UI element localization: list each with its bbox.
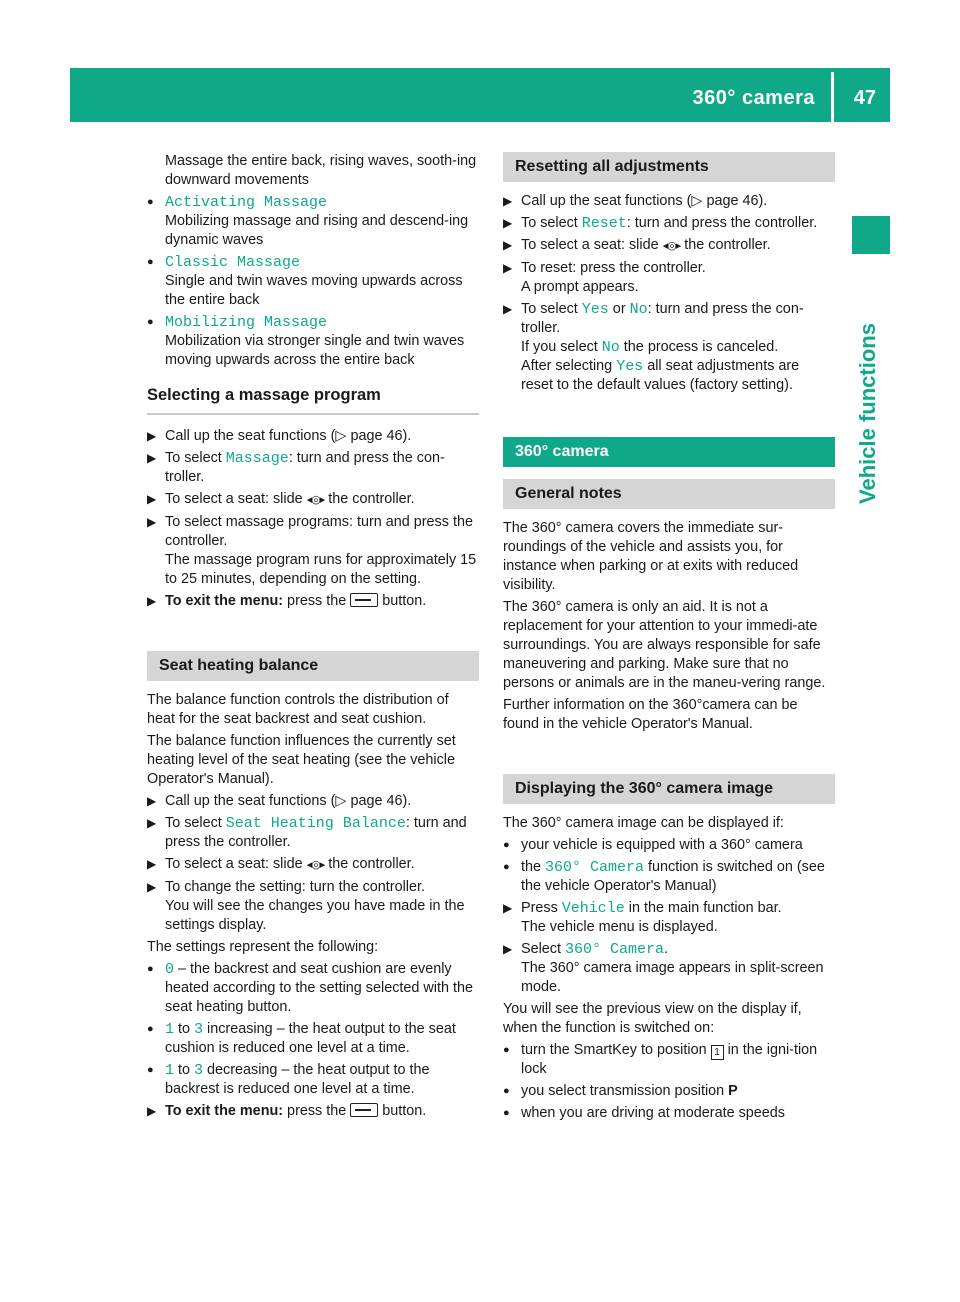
option-description: Mobilization via stronger single and twin waves moving upwards across the entire back — [165, 333, 465, 368]
option-description: Mobilizing massage and rising and descend-ing dynamic waves — [165, 213, 469, 248]
step-arrow-icon: ▶ — [147, 429, 157, 443]
menu-option-code: 3 — [194, 1062, 204, 1079]
bullet-icon: ● — [503, 1107, 510, 1119]
menu-option-code: Yes — [581, 301, 609, 318]
menu-option-code: Classic Massage — [165, 254, 301, 271]
paragraph: You will see the previous view on the display if, when the function is switched on: — [503, 1001, 802, 1036]
step-text: the controller. — [680, 237, 771, 253]
step-text: To select — [521, 301, 582, 317]
step-text: Call up the seat functions ( — [165, 428, 336, 444]
step-arrow-icon: ▶ — [503, 261, 513, 275]
step-item — [503, 236, 835, 256]
step-note: A prompt appears. — [521, 279, 639, 295]
step-text: To select — [165, 815, 226, 831]
step-arrow-icon: ▶ — [147, 794, 157, 808]
step-item — [147, 449, 479, 487]
menu-option-code: No — [601, 339, 620, 356]
step-text: button. — [378, 1103, 427, 1119]
section-heading: Selecting a massage program — [147, 386, 479, 415]
step-arrow-icon: ▶ — [147, 816, 157, 830]
list-text: the — [521, 859, 546, 875]
page-ref-icon: ▷ — [691, 193, 703, 209]
list-item — [147, 960, 479, 1017]
back-button-icon — [350, 1103, 378, 1117]
step-arrow-icon: ▶ — [147, 515, 157, 529]
bullet-icon: ● — [147, 963, 154, 975]
list-item — [503, 858, 835, 896]
menu-option-code: Seat Heating Balance — [225, 815, 406, 832]
step-item — [503, 214, 835, 233]
step-note: After selecting — [521, 358, 617, 374]
menu-option-code: Reset — [581, 215, 627, 232]
page-header-bar — [70, 68, 890, 122]
step-text: To select a seat: slide — [165, 491, 307, 507]
step-note: You will see the changes you have made in the settings display. — [165, 898, 465, 933]
bullet-icon: ● — [147, 256, 154, 268]
step-note: the process is canceled. — [619, 339, 779, 355]
page-ref-icon: ▷ — [335, 793, 347, 809]
step-item — [503, 259, 835, 297]
step-text: : turn and press the controller. — [165, 815, 467, 850]
list-text: function is switched on (see the vehicle Operator's Manual) — [521, 859, 825, 894]
step-arrow-icon: ▶ — [147, 857, 157, 871]
section-heading-bar: Displaying the 360° camera image — [503, 774, 835, 804]
step-item — [147, 490, 479, 510]
bullet-icon: ● — [147, 316, 154, 328]
step-text: To select a seat: slide — [521, 237, 663, 253]
controller-dial-icon: ◂◎▸ — [306, 859, 325, 871]
step-text: To select massage programs: turn and press the controller. — [165, 514, 473, 549]
bullet-icon: ● — [503, 839, 510, 851]
header-title: 360° camera — [692, 87, 815, 109]
step-text: Call up the seat functions ( — [165, 793, 336, 809]
step-text: To select — [521, 215, 582, 231]
page-ref: page 46). — [350, 793, 412, 809]
side-label-text: Vehicle functions — [855, 323, 880, 504]
page-ref-icon: ▷ — [335, 428, 347, 444]
step-text: press the — [283, 1103, 351, 1119]
step-item — [503, 192, 835, 211]
list-text: – the backrest and seat cushion are evenly heated according to the setting selected with the seat heating button. — [165, 961, 474, 1015]
menu-option-code: 1 — [165, 1021, 175, 1038]
menu-option-code: 1 — [165, 1062, 175, 1079]
paragraph: The 360° camera covers the immediate sur-roundings of the vehicle and assists you, for instance when parking or at exits with reduced visibility. — [503, 520, 799, 593]
step-text: the controller. — [324, 856, 415, 872]
step-text: press the — [283, 593, 351, 609]
section-side-label — [855, 323, 885, 505]
bullet-icon: ● — [503, 861, 510, 873]
step-note: The 360° camera image appears in split-screen mode. — [521, 960, 824, 995]
step-text: To change the setting: turn the controller. — [165, 879, 425, 895]
list-text: you select transmission position — [521, 1083, 729, 1099]
step-arrow-icon: ▶ — [147, 1104, 157, 1118]
list-item — [503, 1041, 835, 1079]
step-text: : turn and press the controller. — [626, 215, 818, 231]
step-text: the controller. — [324, 491, 415, 507]
menu-option-code: No — [629, 301, 648, 318]
menu-option-code: Massage — [225, 450, 289, 467]
back-button-icon — [350, 593, 378, 607]
controller-dial-icon: ◂◎▸ — [306, 494, 325, 506]
step-text: Select — [521, 941, 565, 957]
menu-option-code: Mobilizing Massage — [165, 314, 328, 331]
paragraph: Further information on the 360°camera can be found in the vehicle Operator's Manual. — [503, 697, 798, 732]
list-text: decreasing – the heat output to the backrest is reduced one level at a time. — [165, 1062, 430, 1097]
list-item — [147, 1020, 479, 1058]
right-column — [503, 152, 835, 1126]
list-item — [503, 836, 835, 855]
bullet-icon: ● — [147, 1064, 154, 1076]
step-item — [503, 899, 835, 937]
step-text: : turn and press the con-troller. — [165, 450, 445, 485]
step-item — [503, 940, 835, 997]
menu-option-code: 3 — [194, 1021, 204, 1038]
step-text: in the main function bar. — [624, 900, 782, 916]
menu-option-code: Vehicle — [561, 900, 625, 917]
controller-dial-icon: ◂◎▸ — [662, 240, 681, 252]
step-arrow-icon: ▶ — [503, 216, 513, 230]
step-item — [147, 855, 479, 875]
chapter-heading-bar: 360° camera — [503, 437, 835, 467]
list-text: turn the SmartKey to position — [521, 1042, 711, 1058]
step-bold: To exit the menu: — [165, 1103, 284, 1119]
step-text: : turn and press the con-troller. — [521, 301, 804, 336]
paragraph: The 360° camera is only an aid. It is not a replacement for your attention to your immedi-ate surroundings. You are always responsible for safe maneuvering and parking. Make sure that no persons or animals are in the maneu-vering range. — [503, 599, 826, 691]
key-position-icon: 1 — [711, 1045, 724, 1060]
bullet-icon: ● — [503, 1044, 510, 1056]
paragraph: The balance function influences the currently set heating level of the seat heating (see the vehicle Operator's Manual). — [147, 733, 456, 787]
list-bold: P — [728, 1083, 738, 1099]
list-text: when you are driving at moderate speeds — [521, 1105, 785, 1121]
bullet-icon: ● — [147, 1023, 154, 1035]
paragraph: The balance function controls the distribution of heat for the seat backrest and seat cushion. — [147, 692, 449, 727]
list-item — [147, 253, 479, 310]
list-item — [503, 1082, 835, 1101]
list-text: to — [174, 1062, 195, 1078]
list-item — [503, 1104, 835, 1123]
step-arrow-icon: ▶ — [503, 302, 513, 316]
step-text: To reset: press the controller. — [521, 260, 706, 276]
section-heading-bar: Resetting all adjustments — [503, 152, 835, 182]
option-description: Single and twin waves moving upwards across the entire back — [165, 273, 463, 308]
step-text: . — [664, 941, 669, 957]
list-text: to — [174, 1021, 195, 1037]
step-bold: To exit the menu: — [165, 593, 284, 609]
menu-option-code: Yes — [616, 358, 644, 375]
step-arrow-icon: ▶ — [147, 492, 157, 506]
step-item — [147, 427, 479, 446]
step-text: button. — [378, 593, 427, 609]
bullet-icon: ● — [147, 196, 154, 208]
step-item — [503, 300, 835, 395]
step-text: Press — [521, 900, 562, 916]
step-arrow-icon: ▶ — [503, 194, 513, 208]
menu-option-code: 360° Camera — [545, 859, 645, 876]
paragraph: The settings represent the following: — [147, 939, 379, 955]
paragraph: The 360° camera image can be displayed if: — [503, 815, 784, 831]
list-text: your vehicle is equipped with a 360° camera — [521, 837, 803, 853]
step-note: all seat adjustments are reset to the default values (factory setting). — [521, 358, 800, 393]
step-note: The massage program runs for approximately 15 to 25 minutes, depending on the setting. — [165, 552, 477, 587]
step-item — [147, 792, 479, 811]
bullet-icon: ● — [503, 1085, 510, 1097]
menu-option-code: 0 — [165, 961, 175, 978]
section-heading-bar: General notes — [503, 479, 835, 509]
step-item — [147, 878, 479, 935]
step-arrow-icon: ▶ — [147, 451, 157, 465]
list-item — [147, 193, 479, 250]
step-item — [147, 1102, 479, 1121]
left-column — [147, 152, 479, 1124]
header-divider — [831, 72, 834, 122]
page-number: 47 — [853, 87, 876, 109]
step-arrow-icon: ▶ — [503, 901, 513, 915]
menu-option-code: Activating Massage — [165, 194, 328, 211]
step-arrow-icon: ▶ — [503, 942, 513, 956]
page-ref: page 46). — [350, 428, 412, 444]
step-arrow-icon: ▶ — [503, 238, 513, 252]
step-text: or — [608, 301, 630, 317]
menu-option-code: 360° Camera — [565, 941, 665, 958]
list-text: in the igni-tion lock — [521, 1042, 818, 1077]
step-text: To select — [165, 450, 226, 466]
section-heading-bar: Seat heating balance — [147, 651, 479, 681]
list-item — [147, 313, 479, 370]
list-item — [147, 1061, 479, 1099]
step-arrow-icon: ▶ — [147, 880, 157, 894]
step-text: Call up the seat functions ( — [521, 193, 692, 209]
step-item — [147, 814, 479, 852]
step-arrow-icon: ▶ — [147, 594, 157, 608]
paragraph: Massage the entire back, rising waves, sooth-ing downward movements — [165, 153, 477, 188]
page-ref: page 46). — [706, 193, 768, 209]
step-text: To select a seat: slide — [165, 856, 307, 872]
step-note: The vehicle menu is displayed. — [521, 919, 718, 935]
step-note: If you select — [521, 339, 602, 355]
step-item — [147, 592, 479, 611]
section-tab-marker — [852, 216, 890, 254]
step-item — [147, 513, 479, 589]
list-text: increasing – the heat output to the seat cushion is reduced one level at a time. — [165, 1021, 456, 1056]
